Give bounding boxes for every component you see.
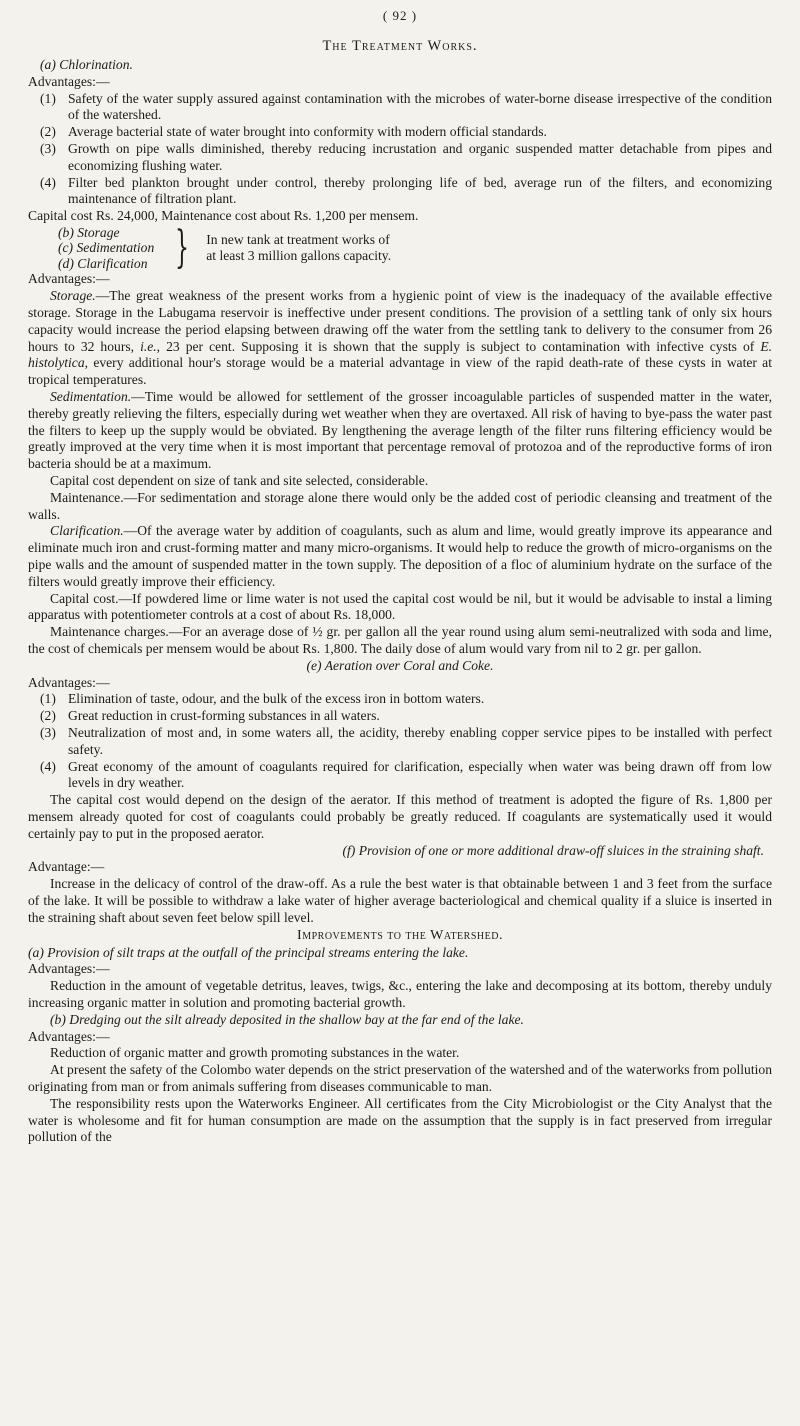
brace-text: In new tank at treatment works of at least 3 million gallons capacity. bbox=[206, 232, 392, 264]
advantages-label-wa: Advantages:— bbox=[28, 961, 110, 977]
page-number: ( 92 ) bbox=[382, 8, 418, 23]
brace-block bbox=[58, 222, 772, 274]
list-item: (3) Growth on pipe walls diminished, thereby reducing incrustation and organic suspended matter detachable from pipes and economizing flushing water. bbox=[40, 140, 772, 173]
subsection-f-text: Increase in the delicacy of control of the draw-off. As a rule the best water is that obtainable between 1 and 3 feet from the surface of the lake. It will be possible to withdraw a lake water of higher average bacteriological and chemical quality if a sluice is inserted in the straining shaft about seven feet below spill level. bbox=[28, 876, 772, 925]
advantages-label-bcd: Advantages:— bbox=[28, 271, 110, 287]
sedimentation-paragraph: Sedimentation.—Time would be allowed for settlement of the grosser incoagulable particles of suspended matter in the water, thereby greatly relieving the filters, especially during wet weather when they are overtaxed. All risk of having to bye-pass the water past the filters to keep up the supply would be obviated. By lengthening the average length of the filter runs filtering efficiency would be greatly improved at the very time when it is most important that percentage removal of protozoa and of the reproductive forms of iron bacteria should be at a maximum. bbox=[28, 389, 772, 472]
storage-paragraph: Storage.—The great weakness of the present works from a hygienic point of view is the inadequacy of the available effective storage. Storage in the Labugama reservoir is ineffective under present conditions. The provision of a settling tank of only six hours capacity would increase the period elapsing between drawing off the water from the settling tank to delivery to the consumer from 26 hours to 32 hours, i.e., 23 per cent. Supposing it is shown that the supply is subject to contamination with infective cysts of E. histolytica, every additional hour's storage would be a material advantage in view of the rapid death-rate of these cysts in water at tropical temperatures. bbox=[28, 288, 773, 388]
clarification-capital: Capital cost.—If powdered lime or lime water is not used the capital cost would be nil, but it would be advisable to instal a liming apparatus with potentiometer controls at a cost of about Rs. 18,000. bbox=[28, 590, 772, 623]
watershed-paragraph-2: The responsibility rests upon the Waterworks Engineer. All certificates from the City Microbiologist or the City Analyst that the water is wholesome and fit for human consumption are made on the assumption that the supply is in fact preserved from irregular pollution of the bbox=[28, 1095, 772, 1145]
capital-cost-a: Capital cost Rs. 24,000, Maintenance cost about Rs. 1,200 per mensem. bbox=[28, 208, 419, 224]
subsection-f-title: (f) Provision of one or more additional draw-off sluices in the straining shaft. bbox=[342, 842, 764, 858]
section-heading: The Treatment Works. bbox=[322, 38, 478, 54]
list-item: (3) Neutralization of most and, in some waters all, the acidity, thereby enabling copper service pipes to be installed with perfect safety. bbox=[40, 724, 772, 757]
watershed-b-title: (b) Dredging out the silt already deposited in the shallow bay at the far end of the lake. bbox=[50, 1011, 524, 1027]
list-item: (2) Average bacterial state of water brought into conformity with modern official standards. bbox=[40, 124, 547, 140]
list-item: (2) Great reduction in crust-forming substances in all waters. bbox=[40, 708, 380, 724]
brace-symbol: } bbox=[175, 222, 190, 274]
sedimentation-capital: Capital cost dependent on size of tank and site selected, considerable. bbox=[50, 473, 429, 489]
list-item: (4) Great economy of the amount of coagulants required for clarification, especially when water was being drawn off from low levels in dry weather. bbox=[40, 758, 772, 791]
capital-cost-e: The capital cost would depend on the design of the aerator. If this method of treatment is adopted the figure of Rs. 1,800 per mensem already quoted for cost of coagulants could probably be greatly reduced. If coagulants are systematically used it would certainly pay to put in the proposed aerator. bbox=[28, 792, 772, 841]
advantages-label-a: Advantages:— bbox=[28, 73, 110, 89]
list-item: (1) Safety of the water supply assured against contamination with the microbes of water-borne disease irrespective of the condition of the watershed. bbox=[40, 90, 772, 123]
subsection-e-title: (e) Aeration over Coral and Coke. bbox=[306, 657, 494, 673]
watershed-a-text: Reduction in the amount of vegetable detritus, leaves, twigs, &c., entering the lake and decomposing at its bottom, thereby unduly increasing organic matter in solution and promoting bacterial growth. bbox=[28, 978, 772, 1010]
advantages-label-wb: Advantages:— bbox=[28, 1028, 110, 1044]
list-item: (1) Elimination of taste, odour, and the bulk of the excess iron in bottom waters. bbox=[40, 691, 485, 707]
clarification-maintenance: Maintenance charges.—For an average dose of ½ gr. per gallon all the year round using alum semi-neutralized with soda and lime, the cost of chemicals per mensem would be about Rs. 1,800. The daily dose of alum would vary from nil to 2 gr. per gallon. bbox=[28, 624, 772, 656]
list-item: (4) Filter bed plankton brought under control, thereby prolonging life of bed, average run of the filters, and economizing maintenance of filtration plant. bbox=[40, 174, 772, 207]
advantage-label-f: Advantage:— bbox=[28, 859, 105, 875]
sedimentation-maintenance: Maintenance.—For sedimentation and storage alone there would only be the added cost of periodic cleansing and treatment of the walls. bbox=[28, 489, 772, 522]
subsection-a-title: (a) Chlorination. bbox=[40, 57, 133, 72]
watershed-a-title: (a) Provision of silt traps at the outfall of the principal streams entering the lake. bbox=[28, 944, 469, 960]
watershed-paragraph-1: At present the safety of the Colombo water depends on the strict preservation of the watershed and of the waterworks from pollution originating from man or from animals suffering from diseases communicable to man. bbox=[28, 1062, 772, 1094]
watershed-heading: Improvements to the Watershed. bbox=[297, 927, 503, 943]
brace-list: (b) Storage (c) Sedimentation (d) Clarification bbox=[58, 224, 155, 271]
watershed-b-text: Reduction of organic matter and growth promoting substances in the water. bbox=[50, 1045, 460, 1061]
clarification-paragraph: Clarification.—Of the average water by addition of coagulants, such as alum and lime, would greatly improve its appearance and eliminate much iron and crust-forming matter and many micro-organisms. It would help to reduce the growth of micro-organisms on the pipe walls and the amount of suspended matter in the town supply. The deposition of a floc of aluminium hydrate on the surface of the filters would greatly improve their efficiency. bbox=[28, 523, 772, 589]
advantages-label-e: Advantages:— bbox=[28, 674, 110, 690]
